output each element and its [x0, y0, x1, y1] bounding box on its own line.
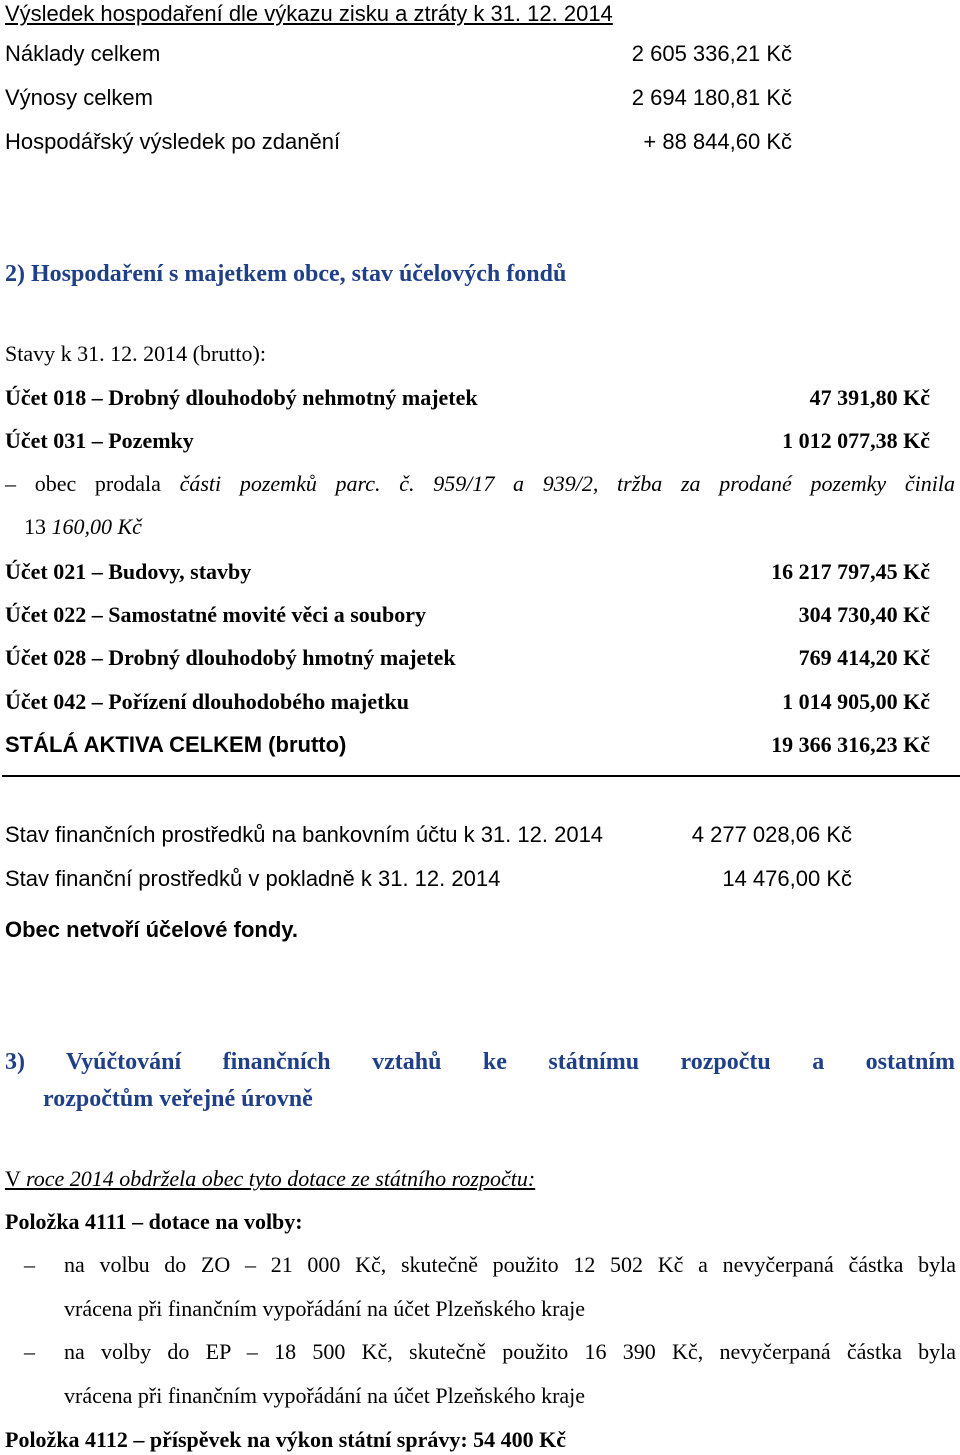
bank-balance-label: Stav finančních prostředků na bankovním účtu k 31. 12. 2014	[5, 822, 604, 847]
account-022-value: 304 730,40 Kč	[798, 602, 930, 627]
account-018-value: 47 391,80 Kč	[809, 385, 930, 410]
land-sale-note-line1	[5, 473, 955, 495]
note-dash: –	[5, 471, 16, 496]
intro-a: V	[5, 1166, 21, 1191]
bank-balance-value: 4 277 028,06 Kč	[691, 822, 852, 847]
costs-value: 2 605 336,21 Kč	[631, 41, 792, 66]
section2-intro: Stavy k 31. 12. 2014 (brutto):	[5, 341, 266, 366]
item-4112-title: Položka 4112 – příspěvek na výkon státní správy: 54 400 Kč	[5, 1427, 567, 1452]
bullet1-dash: –	[24, 1252, 35, 1277]
intro-b: roce 2014 obdržela obec tyto dotace ze státního rozpočtu:	[26, 1166, 536, 1191]
section3-heading-line1: 3) Vyúčtování finančních vztahů ke státnímu rozpočtu a ostatním	[5, 1049, 955, 1075]
note-amount-a: 13	[24, 514, 46, 539]
bullet1-line1: na volbu do ZO – 21 000 Kč, skutečně použito 12 502 Kč a nevyčerpaná částka byla	[64, 1252, 956, 1277]
table-divider	[2, 775, 960, 777]
section3-heading-line2: rozpočtům veřejné úrovně	[43, 1086, 313, 1112]
note-text-b: části pozemků parc. č. 959/17 a 939/2, tržba za prodané pozemky činila	[179, 471, 955, 496]
section2-heading: 2) Hospodaření s majetkem obce, stav účelových fondů	[5, 261, 567, 287]
result-label: Hospodářský výsledek po zdanění	[5, 129, 341, 154]
account-028-label: Účet 028 – Drobný dlouhodobý hmotný majetek	[5, 645, 456, 670]
item-4111-title: Položka 4111 – dotace na volby:	[5, 1209, 303, 1234]
total-assets-label: STÁLÁ AKTIVA CELKEM (brutto)	[5, 732, 347, 757]
cash-balance-value: 14 476,00 Kč	[722, 866, 852, 891]
account-021-value: 16 217 797,45 Kč	[771, 559, 930, 584]
account-031-label: Účet 031 – Pozemky	[5, 428, 194, 453]
result-value: + 88 844,60 Kč	[643, 129, 792, 154]
revenues-value: 2 694 180,81 Kč	[631, 85, 792, 110]
funds-note: Obec netvoří účelové fondy.	[5, 917, 298, 942]
total-assets-value: 19 366 316,23 Kč	[771, 732, 930, 757]
account-018-label: Účet 018 – Drobný dlouhodobý nehmotný majetek	[5, 385, 478, 410]
account-042-value: 1 014 905,00 Kč	[782, 689, 930, 714]
result-title: Výsledek hospodaření dle výkazu zisku a ztráty k 31. 12. 2014	[5, 1, 613, 26]
bullet2-line2: vrácena při finančním vypořádání na účet Plzeňského kraje	[64, 1383, 586, 1408]
account-021-label: Účet 021 – Budovy, stavby	[5, 559, 252, 584]
section3-intro	[5, 1168, 535, 1190]
note-amount-b: 160,00 Kč	[51, 514, 142, 539]
bullet2-line1: na volby do EP – 18 500 Kč, skutečně použito 16 390 Kč, nevyčerpaná částka byla	[64, 1339, 956, 1364]
costs-label: Náklady celkem	[5, 41, 161, 66]
land-sale-note-line2	[24, 516, 142, 538]
account-028-value: 769 414,20 Kč	[798, 645, 930, 670]
account-031-value: 1 012 077,38 Kč	[782, 428, 930, 453]
bullet1-line2: vrácena při finančním vypořádání na účet Plzeňského kraje	[64, 1296, 586, 1321]
bullet2-dash: –	[24, 1339, 35, 1364]
cash-balance-label: Stav finanční prostředků v pokladně k 31. 12. 2014	[5, 866, 501, 891]
revenues-label: Výnosy celkem	[5, 85, 153, 110]
note-text-a: obec prodala	[34, 471, 161, 496]
account-042-label: Účet 042 – Pořízení dlouhodobého majetku	[5, 689, 409, 714]
account-022-label: Účet 022 – Samostatné movité věci a soubory	[5, 602, 426, 627]
